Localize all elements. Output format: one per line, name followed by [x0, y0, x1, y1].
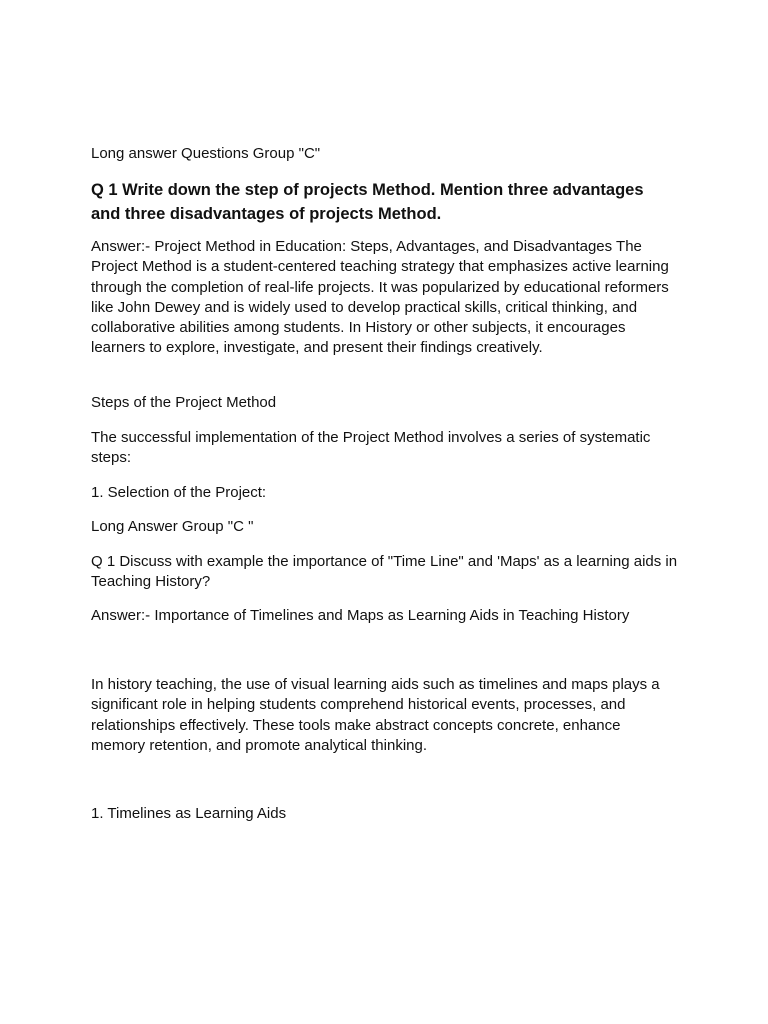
timelines-heading: 1. Timelines as Learning Aids [91, 805, 287, 822]
history-paragraph: In history teaching, the use of visual learning aids such as timelines and maps plays a significant role in helping students comprehend historical events, processes, and relationships effectively. These tools make abstract concepts concrete, enhance memory retention, and promote analytical thinking. [91, 676, 660, 754]
group-title-2: Long Answer Group "C " [91, 518, 254, 535]
steps-intro-paragraph: The successful implementation of the Project Method involves a series of systematic steps: [91, 429, 651, 467]
question-2-heading: Q 1 Discuss with example the importance of "Time Line" and 'Maps' as a learning aids in Teaching History? [91, 553, 678, 591]
answer-2-line: Answer:- Importance of Timelines and Maps as Learning Aids in Teaching History [91, 607, 630, 624]
step-1-item: 1. Selection of the Project: [91, 484, 267, 501]
steps-heading: Steps of the Project Method [91, 394, 277, 411]
answer-1-paragraph: Answer:- Project Method in Education: Steps, Advantages, and Disadvantages The Project Method is a student-centered teaching strategy that emphasizes active learning through the completion of real-life projects. It was popularized by educational reformers like John Dewey and is widely used to develop practical skills, critical thinking, and collaborative abilities among students. In History or other subjects, it encourages learners to explore, investigate, and present their findings creatively. [91, 238, 669, 357]
group-title-1: Long answer Questions Group "C" [91, 145, 321, 162]
question-1-heading: Q 1 Write down the step of projects Method. Mention three advantages and three disadvantages of projects Method. [91, 181, 644, 223]
